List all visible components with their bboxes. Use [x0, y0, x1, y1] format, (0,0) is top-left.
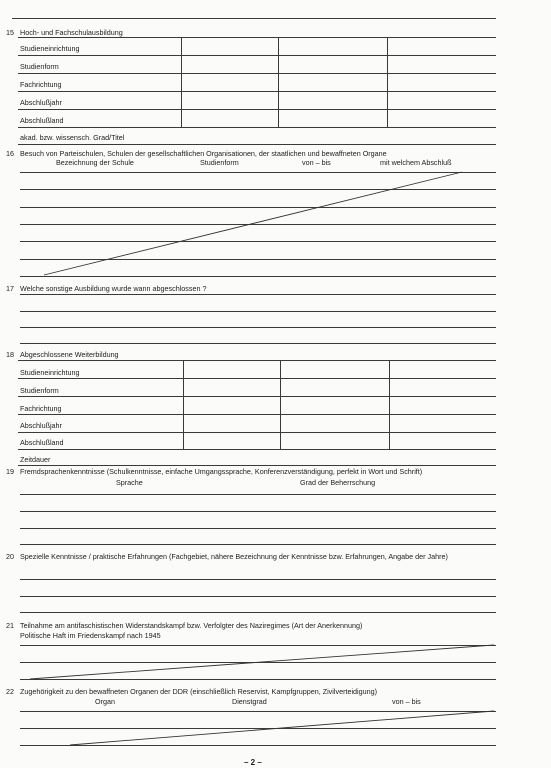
s16-number: 16: [6, 149, 14, 158]
s18-rule: [18, 360, 496, 361]
s18-number: 18: [6, 350, 14, 359]
s15-divider: [387, 37, 388, 127]
s20-rule: [20, 579, 496, 580]
s22-rule: [20, 728, 496, 729]
s18-rule: [18, 432, 496, 433]
s18-row-label: Zeitdauer: [20, 455, 51, 464]
s15-rule: [18, 91, 496, 92]
s19-number: 19: [6, 467, 14, 476]
s16-rule: [20, 172, 496, 173]
s21-heading: Teilnahme am antifaschistischen Widerstandskampf bzw. Verfolgter des Naziregimes (Art der Anerkennung): [20, 621, 363, 630]
s18-rule: [18, 449, 496, 450]
s15-row-label: Abschlußjahr: [20, 98, 62, 107]
s22-heading: Zugehörigkeit zu den bewaffneten Organen der DDR (einschließlich Reservist, Kampfgruppen, Zivilverteidigung): [20, 687, 378, 696]
s18-row-label: Abschlußjahr: [20, 421, 62, 430]
s16-rule: [20, 207, 496, 208]
s18-rule: [18, 378, 496, 379]
s22-rule: [20, 745, 496, 746]
s22-rule: [20, 711, 496, 712]
s18-rule: [18, 465, 496, 466]
s17-rule: [20, 311, 496, 312]
s16-col-degree: mit welchem Abschluß: [380, 158, 452, 167]
s18-row-label: Studieneinrichtung: [20, 368, 80, 377]
s15-rule: [18, 127, 496, 128]
s15-row-label: Studieneinrichtung: [20, 44, 80, 53]
s22-number: 22: [6, 687, 14, 696]
s16-col-school: Bezeichnung der Schule: [56, 158, 134, 167]
s18-heading: Abgeschlossene Weiterbildung: [20, 350, 119, 359]
s16-col-period: von – bis: [302, 158, 331, 167]
s18-rule: [18, 414, 496, 415]
s19-rule: [20, 511, 496, 512]
s15-rule: [18, 144, 496, 145]
s21-number: 21: [6, 621, 14, 630]
s21-rule: [20, 645, 496, 646]
s18-row-label: Fachrichtung: [20, 404, 62, 413]
s15-row-label: Studienform: [20, 62, 59, 71]
top-rule: [12, 18, 496, 19]
s17-rule: [20, 294, 496, 295]
s17-number: 17: [6, 284, 14, 293]
s18-divider: [183, 360, 184, 449]
s20-heading: Spezielle Kenntnisse / praktische Erfahrungen (Fachgebiet, nähere Bezeichnung der Kenntnisse bzw. Erfahrungen, Angabe der Jahre): [20, 552, 448, 561]
s15-rule: [18, 109, 496, 110]
s15-rule: [18, 37, 496, 38]
s16-rule: [20, 259, 496, 260]
s18-row-label: Studienform: [20, 386, 59, 395]
page-number: – 2 –: [244, 758, 262, 767]
s19-rule: [20, 544, 496, 545]
s20-rule: [20, 596, 496, 597]
s15-divider: [181, 37, 182, 127]
s16-col-form: Studienform: [200, 158, 239, 167]
s18-row-label: Abschlußland: [20, 438, 64, 447]
s19-rule: [20, 528, 496, 529]
s19-rule: [20, 494, 496, 495]
s15-divider: [278, 37, 279, 127]
s15-row-label: akad. bzw. wissensch. Grad/Titel: [20, 133, 125, 142]
s21-rule: [20, 679, 496, 680]
s19-col-language: Sprache: [116, 478, 143, 487]
s15-rule: [18, 73, 496, 74]
s22-col-period: von – bis: [392, 697, 421, 706]
s16-rule: [20, 241, 496, 242]
s19-heading: Fremdsprachenkenntnisse (Schulkenntnisse, einfache Umgangssprache, Konferenzverständigung, perfekt in Wort und Schrift): [20, 467, 423, 476]
s15-number: 15: [6, 28, 14, 37]
s18-rule: [18, 396, 496, 397]
s15-heading: Hoch- und Fachschulausbildung: [20, 28, 123, 37]
s17-rule: [20, 343, 496, 344]
s21-subheading: Politische Haft im Friedenskampf nach 1945: [20, 631, 161, 640]
s15-row-label: Fachrichtung: [20, 80, 62, 89]
s16-heading: Besuch von Parteischulen, Schulen der gesellschaftlichen Organisationen, der staatlichen und bewaffneten Organe: [20, 149, 387, 158]
s16-rule: [20, 189, 496, 190]
s16-rule: [20, 276, 496, 277]
s15-rule: [18, 55, 496, 56]
s22-col-organ: Organ: [95, 697, 115, 706]
s16-rule: [20, 224, 496, 225]
s20-rule: [20, 612, 496, 613]
s20-number: 20: [6, 552, 14, 561]
s18-divider: [389, 360, 390, 449]
s22-col-rank: Dienstgrad: [232, 697, 267, 706]
s18-divider: [280, 360, 281, 449]
s17-heading: Welche sonstige Ausbildung wurde wann abgeschlossen ?: [20, 284, 207, 293]
s21-rule: [20, 662, 496, 663]
s15-row-label: Abschlußland: [20, 116, 64, 125]
s17-rule: [20, 327, 496, 328]
s19-col-level: Grad der Beherrschung: [300, 478, 376, 487]
